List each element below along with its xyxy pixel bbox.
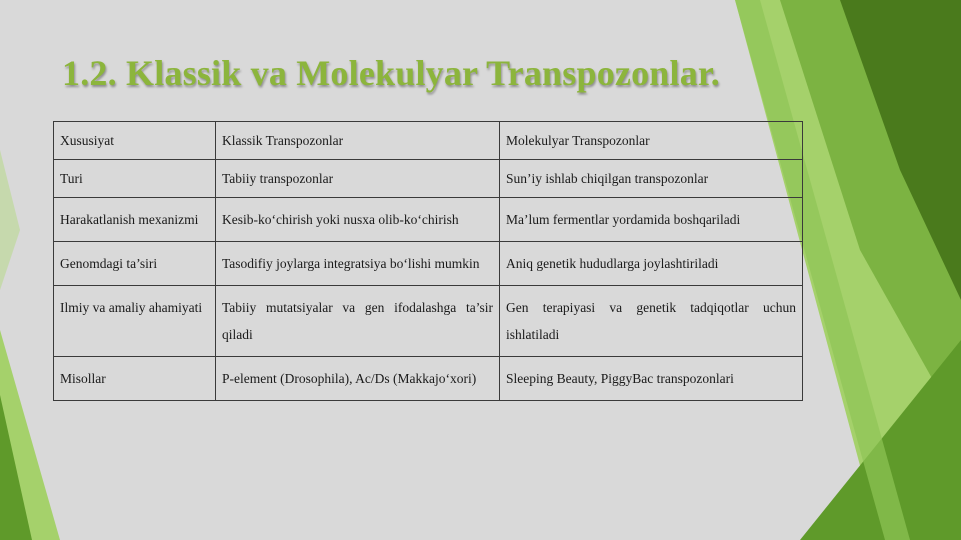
table-header-row <box>54 122 803 160</box>
table-cell: Tabiiy mutatsiyalar va gen ifodalashga ta’sir qiladi <box>216 286 500 357</box>
table-cell: P-element (Drosophila), Ac/Ds (Makkajo‘xori) <box>216 357 500 401</box>
table-cell: Tabiiy transpozonlar <box>216 160 500 198</box>
table-cell: Sun’iy ishlab chiqilgan transpozonlar <box>500 160 803 198</box>
table-row <box>54 286 803 357</box>
header-cell: Xususiyat <box>54 122 216 160</box>
table-cell: Misollar <box>54 357 216 401</box>
table-row <box>54 160 803 198</box>
table-cell: Gen terapiyasi va genetik tadqiqotlar uchun ishlatiladi <box>500 286 803 357</box>
table-row <box>54 198 803 242</box>
table-cell: Ilmiy va amaliy ahamiyati <box>54 286 216 357</box>
table-cell: Ma’lum fermentlar yordamida boshqariladi <box>500 198 803 242</box>
comparison-table <box>53 121 803 401</box>
table-cell: Harakatlanish mexanizmi <box>54 198 216 242</box>
table-cell: Turi <box>54 160 216 198</box>
table-cell: Tasodifiy joylarga integratsiya bo‘lishi mumkin <box>216 242 500 286</box>
bg-shape-left-top <box>0 150 20 290</box>
table-cell: Genomdagi ta’siri <box>54 242 216 286</box>
header-cell: Molekulyar Transpozonlar <box>500 122 803 160</box>
slide-title: 1.2. Klassik va Molekulyar Transpozonlar. <box>62 53 720 93</box>
table-cell: Kesib-ko‘chirish yoki nusxa olib-ko‘chirish <box>216 198 500 242</box>
table-cell: Sleeping Beauty, PiggyBac transpozonlari <box>500 357 803 401</box>
table-row <box>54 242 803 286</box>
table-row <box>54 357 803 401</box>
header-cell: Klassik Transpozonlar <box>216 122 500 160</box>
table-cell: Aniq genetik hududlarga joylashtiriladi <box>500 242 803 286</box>
